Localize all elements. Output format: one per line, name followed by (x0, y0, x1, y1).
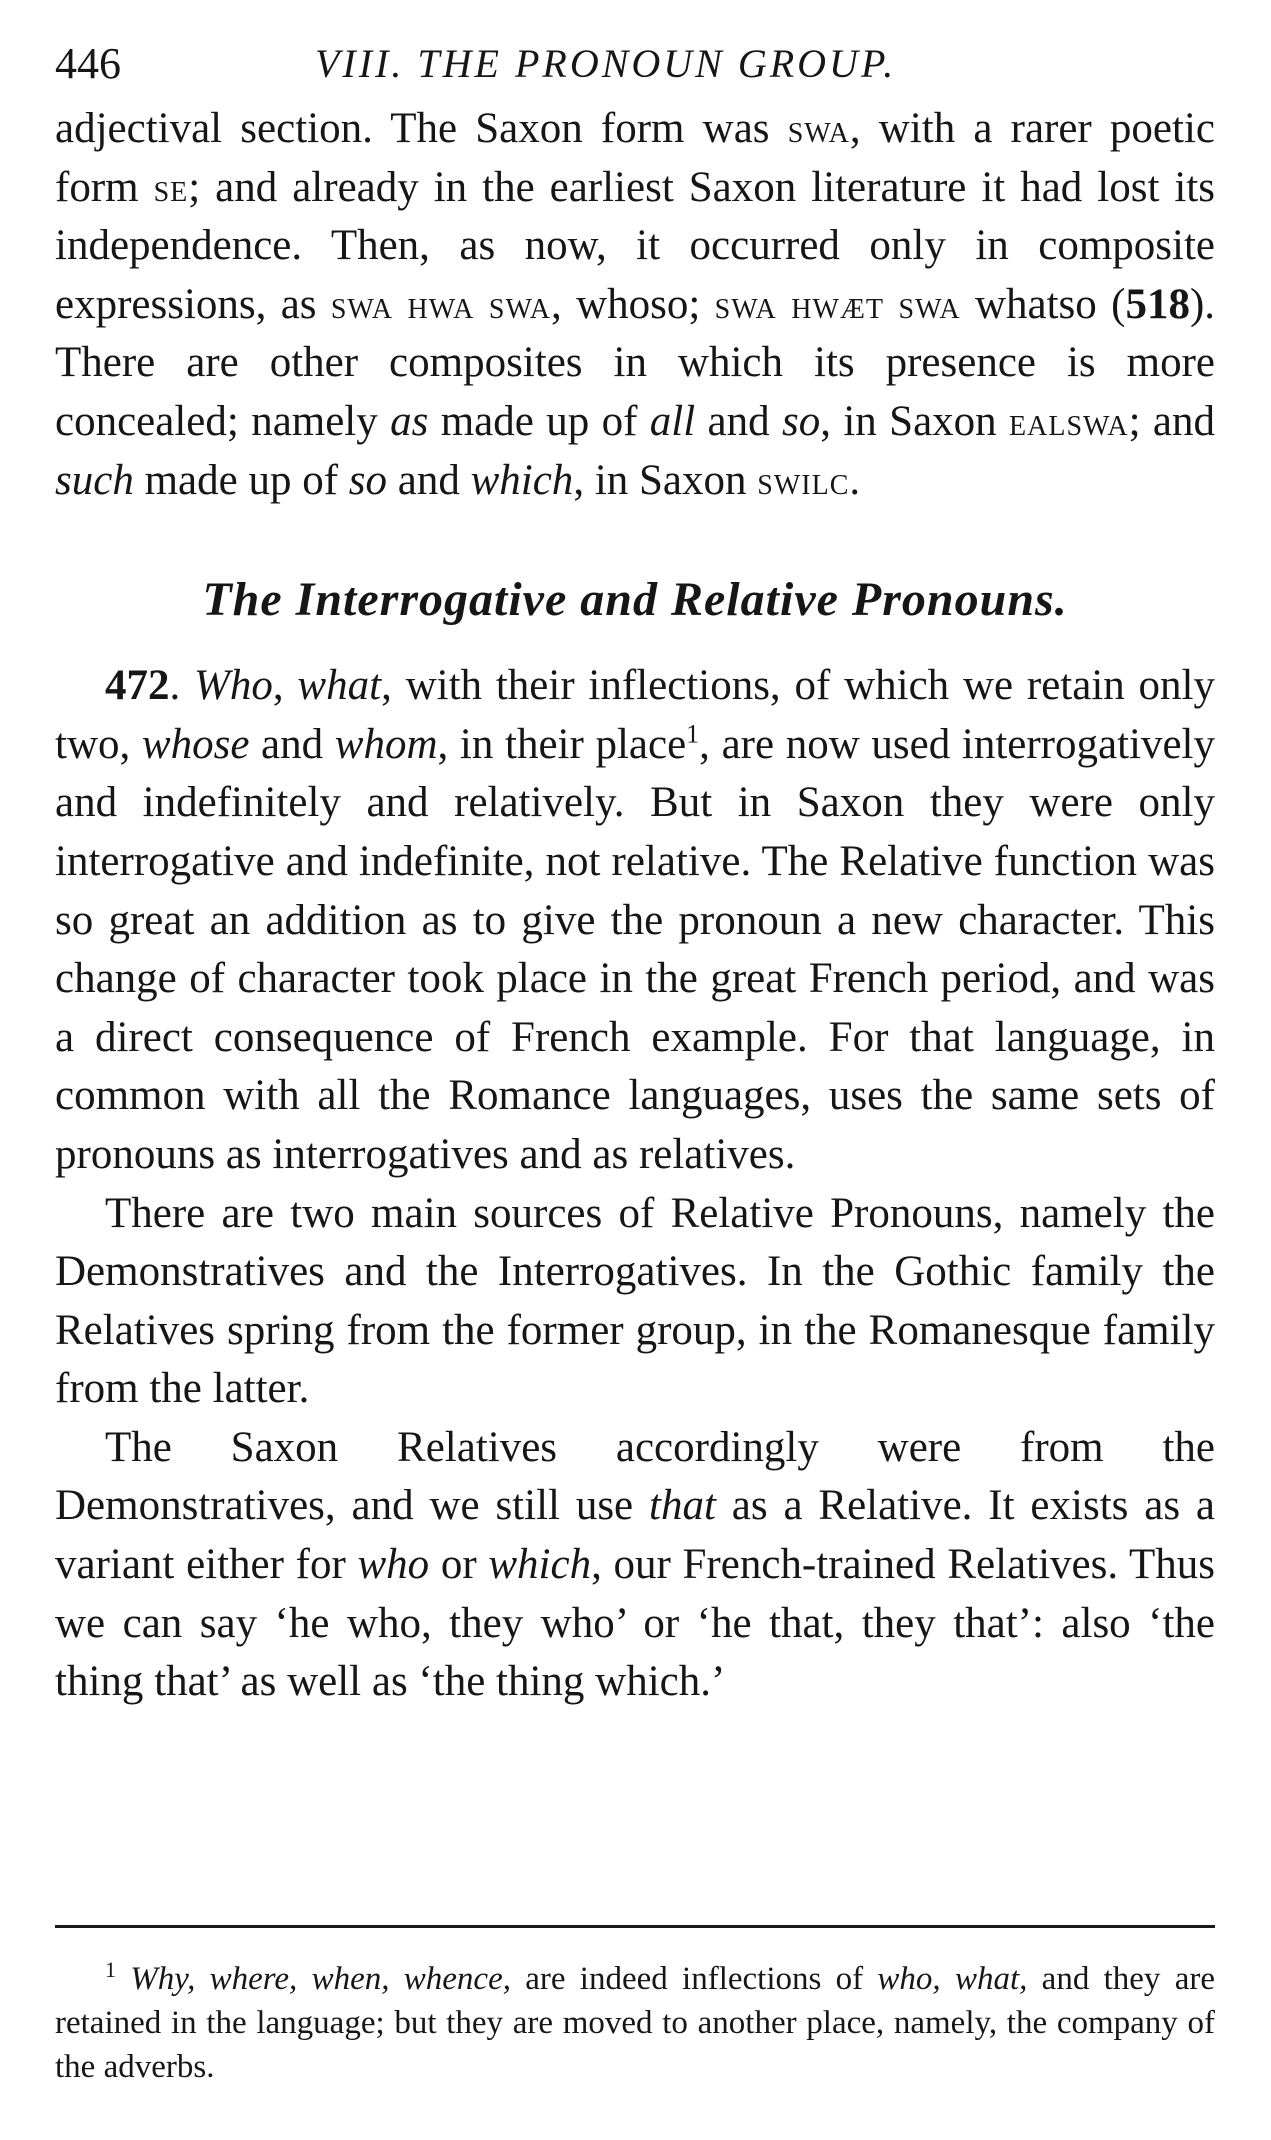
running-head (55, 30, 1215, 100)
text-run: , in their place (437, 720, 687, 768)
italic-word: so (348, 456, 387, 504)
page-number: 446 (55, 39, 121, 88)
text-run: made up of (428, 397, 650, 445)
text-run: , in Saxon (573, 456, 758, 504)
book-page (55, 30, 1215, 2120)
paragraph-saxon-relatives (55, 1419, 1215, 1712)
paragraph-472 (55, 657, 1215, 1184)
text-run: and (387, 456, 471, 504)
text-run: . (169, 662, 195, 710)
section-reference: 518 (1125, 280, 1190, 328)
text-run: and (249, 720, 335, 768)
small-caps-word: swilc (757, 457, 850, 503)
text-run: ; and (1128, 397, 1215, 445)
footnote-marker: 1 (105, 1957, 116, 1982)
text-run: adjectival section. The Saxon form was (55, 105, 788, 152)
footnote-reference: 1 (686, 719, 700, 749)
text-run: ). There are other composites in which its presence is more concealed; namely (55, 280, 1216, 445)
text-run: and they are retained in the language; but they are moved to another place, namely, the company of the adverbs. (55, 1961, 1215, 2085)
small-caps-word: swa hwa swa (330, 281, 551, 327)
small-caps-word: ealswa (1009, 398, 1129, 444)
text-run: whatso ( (960, 280, 1126, 328)
italic-word: who (357, 1541, 430, 1589)
paragraph-number: 472 (105, 662, 170, 710)
italic-word: whom (334, 720, 438, 768)
section-title: The Interrogative and Relative Pronouns. (202, 573, 1068, 627)
small-caps-word: swa hwæt swa (714, 281, 961, 327)
italic-word: such (55, 456, 134, 504)
italic-word: Who (194, 662, 273, 710)
italic-word: that (649, 1482, 716, 1530)
text-run: made up of (133, 456, 349, 504)
italic-word: which (470, 456, 574, 504)
paragraph-relative-sources: There are two main sources of Relative Pronouns, namely the Demonstratives and the Interrogatives. In the Gothic family the Relatives spring from the former group, in the Romanesque family from the latter. (55, 1189, 1215, 1413)
footnote-rule (55, 1925, 1215, 1928)
italic-word: all (649, 397, 696, 445)
text-run: , whoso; (551, 280, 715, 328)
italic-word: who, what, (877, 1961, 1028, 1997)
text-run: ; and already in the earliest Saxon literature it had lost its independence. Then, as now, it occurred only in composite expressions, as (55, 163, 1215, 328)
italic-word: so (782, 397, 821, 445)
text-run: , in Saxon (820, 397, 1010, 445)
italic-word: which (488, 1541, 592, 1589)
text-run: or (429, 1541, 489, 1589)
paragraph-swa-continuation (55, 100, 1215, 510)
italic-word: as (390, 397, 429, 445)
text-run: as a Relative. It exists as a variant either for (55, 1482, 1215, 1589)
footnote (55, 1948, 1215, 2089)
text-run: . (849, 456, 861, 504)
small-caps-word: se (153, 164, 189, 210)
italic-word: what (297, 662, 382, 710)
text-run: , with a rarer poetic form (55, 105, 1215, 211)
text-run: , (272, 662, 298, 710)
text-run: , our French-trained Relatives. Thus we can say ‘he who, they who’ or ‘he that, they that’: also ‘the thing that’ as well as ‘the thing which.’ (55, 1541, 1215, 1706)
running-title: VIII. THE PRONOUN GROUP. (315, 41, 897, 86)
text-run: are indeed inflections of (510, 1961, 878, 1997)
italic-word: whose (141, 720, 250, 768)
text-run: , with their inflections, of which we retain only two, (55, 662, 1216, 768)
small-caps-word: swa (787, 106, 850, 151)
text-run: and (695, 397, 782, 445)
italic-word: Why, where, when, whence, (130, 1961, 511, 1997)
text-run: The Saxon Relatives accordingly were from the Demonstratives, and we still use (55, 1423, 1215, 1530)
text-run: , are now used interrogatively and indefinitely and relatively. But in Saxon they were only interrogative and indefinite, not relative. The Relative function was so great an addition as to give the pronoun a new character. This change of character took place in the great French period, and was a direct consequence of French example. For that language, in common with all the Romance languages, uses the same sets of pronouns as interrogatives and as relatives. (55, 720, 1216, 1178)
